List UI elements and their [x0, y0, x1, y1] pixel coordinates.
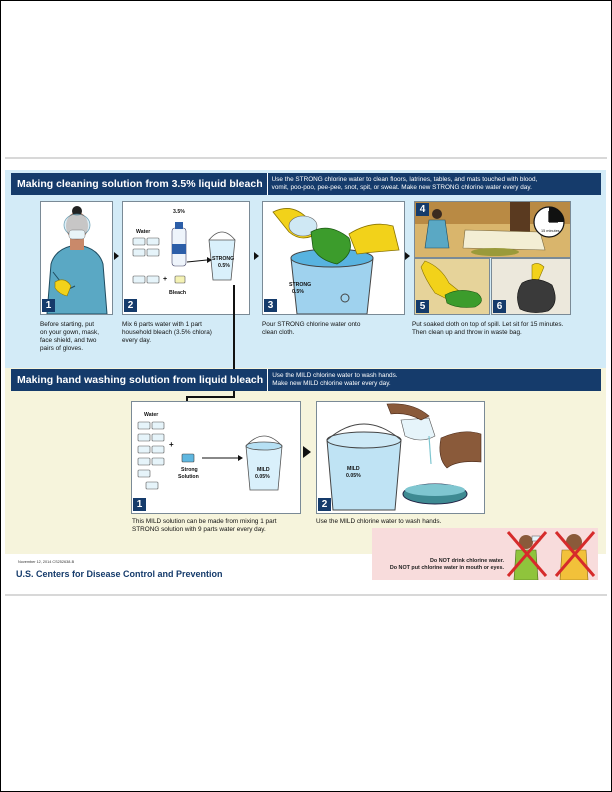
warning-text: [390, 558, 504, 572]
step-5-cloth-panel: [414, 258, 490, 315]
step-1-caption-line: face shield, and two: [40, 337, 97, 344]
handwash-desc-line-1: Use the MILD chlorine water to wash hands.: [272, 372, 398, 379]
step-5-number: 5: [416, 300, 429, 313]
handwash-step-2-number: 2: [318, 498, 331, 511]
step-2-caption-line: Mix 6 parts water with 1 part: [122, 321, 202, 328]
handwash-step-1-caption-line: STRONG solution with 9 parts water every day.: [132, 526, 266, 533]
step-6-waste-bag-panel: [491, 258, 571, 315]
handwash-step-1-caption: [132, 518, 277, 534]
handwash-bucket-label: MILD: [347, 466, 360, 472]
pour-bucket-label: STRONG: [289, 282, 312, 288]
step-1-caption-line: on your gown, mask,: [40, 329, 99, 336]
connector-line-horizontal: [186, 396, 235, 398]
step-2-to-3-arrow: [254, 252, 259, 260]
step-3-caption: [262, 321, 360, 337]
step-1-caption: [40, 321, 99, 353]
step-2-mix-panel: [122, 201, 250, 315]
step-3-caption-line: Pour STRONG chlorine water onto: [262, 321, 361, 328]
handwash-step-1-panel: [131, 401, 301, 514]
cleaning-section-description: [272, 176, 538, 192]
warning-line-1: Do NOT drink chlorine water.: [430, 558, 504, 564]
clock-minutes-label: 15 minutes: [541, 229, 560, 233]
bleach-label: Bleach: [169, 290, 187, 296]
pouring-cloth-illustration: [263, 202, 404, 314]
handwash-desc-line-2: Make new MILD chlorine water every day.: [272, 380, 391, 387]
step-6-number: 6: [493, 300, 506, 313]
warning-line-2: Do NOT put chlorine water in mouth or eyes.: [389, 565, 504, 571]
step-4-number: 4: [416, 203, 429, 216]
plus-sign: +: [163, 276, 168, 283]
handwash-section-title: Making hand washing solution from liquid bleach: [17, 374, 264, 386]
step-3-to-4-arrow: [405, 252, 410, 260]
cleaning-section-title: Making cleaning solution from 3.5% liquid bleach: [17, 178, 263, 190]
do-not-drink-illustration: [504, 528, 598, 580]
handwash-section-description: [272, 372, 397, 388]
step-3-caption-line: clean cloth.: [262, 329, 295, 336]
organization-name: U.S. Centers for Disease Control and Prevention: [16, 569, 223, 579]
strong-bucket-label: STRONG: [212, 256, 235, 262]
step-3-number: 3: [264, 299, 277, 312]
cleaning-desc-line-2: vomit, poo-poo, pee-pee, snot, spit, or sweat. Make new STRONG chlorine water every day.: [271, 184, 532, 191]
step-2-number: 2: [124, 299, 137, 312]
mild-mix-illustration: [132, 402, 300, 513]
step-4-spill-panel: [414, 201, 571, 258]
hand-washing-illustration: [317, 402, 484, 513]
step-5-caption-line: Then clean up and throw in waste bag.: [412, 329, 522, 336]
step-3-pour-panel: [262, 201, 405, 315]
strong-solution-label-2: Solution: [178, 474, 199, 480]
handwash-step-1-caption-line: This MILD solution can be made from mixing 1 part: [132, 518, 277, 525]
water-label: Water: [136, 229, 151, 235]
step-1-caption-line: pairs of gloves.: [40, 345, 83, 352]
strong-solution-label-1: Strong: [181, 467, 198, 473]
bottle-label: 3.5%: [173, 209, 185, 215]
handwash-step-arrow: [303, 446, 311, 458]
step-1-ppe-panel: [40, 201, 113, 315]
pour-bucket-percent: 0.5%: [292, 289, 304, 295]
handwash-water-label: Water: [144, 412, 159, 418]
health-worker-ppe-illustration: [41, 202, 112, 314]
handwash-section-background: [5, 368, 606, 554]
warning-box: [372, 528, 598, 580]
strong-bucket-percent: 0.5%: [218, 263, 230, 269]
step-2-caption-line: household bleach (3.5% chlora): [122, 329, 212, 336]
publication-date: November 12, 2014 CS252638-B: [18, 560, 75, 564]
handwash-section-header: [11, 369, 601, 391]
handwash-step-1-number: 1: [133, 498, 146, 511]
step-2-caption-line: every day.: [122, 337, 152, 344]
step-1-number: 1: [42, 299, 55, 312]
handwash-bucket-percent: 0.05%: [346, 473, 361, 479]
mild-bucket-percent: 0.05%: [255, 474, 270, 480]
mild-bucket-label: MILD: [257, 467, 270, 473]
cleaning-section-header: [11, 173, 601, 195]
header-divider: [267, 173, 268, 195]
handwash-step-2-caption-line: Use the MILD chlorine water to wash hands.: [316, 518, 442, 525]
handwash-step-2-caption: [316, 518, 441, 526]
step-2-caption: [122, 321, 212, 345]
handwash-step-2-panel: [316, 401, 485, 514]
header-divider: [267, 369, 268, 391]
cleaning-desc-line-1: Use the STRONG chlorine water to clean floors, latrines, tables, and mats touched with blood,: [271, 176, 538, 183]
plus-sign: +: [169, 440, 174, 449]
step-1-to-2-arrow: [114, 252, 119, 260]
step-1-caption-line: Before starting, put: [40, 321, 94, 328]
step-5-caption: [412, 321, 563, 337]
step-5-caption-line: Put soaked cloth on top of spill. Let sit for 15 minutes.: [412, 321, 564, 328]
